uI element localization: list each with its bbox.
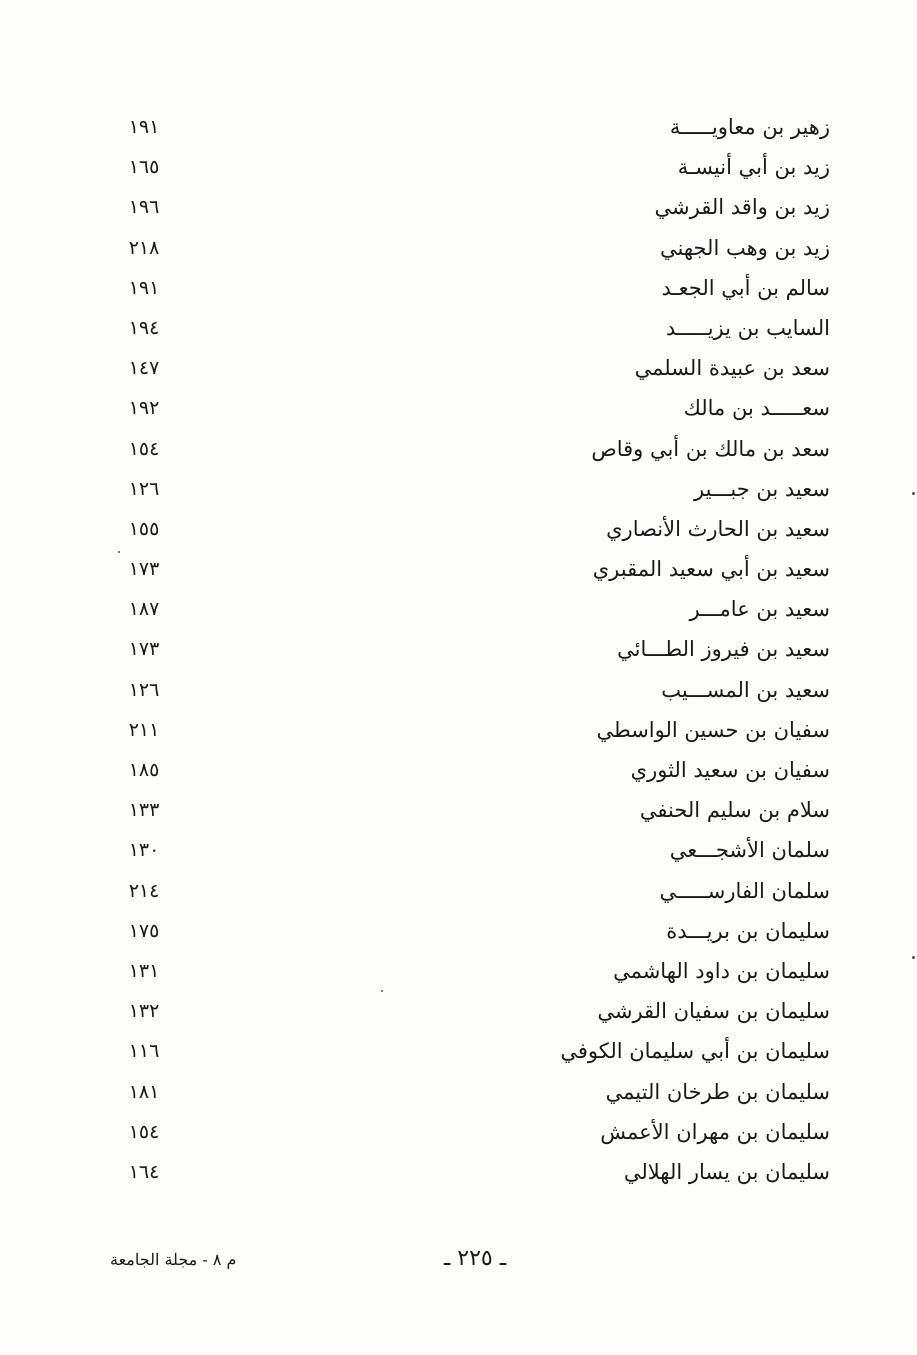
entry-page-number: ٢١٨ xyxy=(128,236,160,259)
index-entry-row xyxy=(100,1032,840,1072)
entry-page-number: ١٥٤ xyxy=(128,437,160,460)
entry-name: سعيد بن عامـــر xyxy=(689,597,830,622)
entry-name: سليمان بن بريـــدة xyxy=(666,918,830,943)
scan-speck xyxy=(912,956,915,959)
entry-name: سليمان بن أبي سليمان الكوفي xyxy=(560,1039,830,1064)
entry-page-number: ١٩١ xyxy=(128,276,160,299)
entry-name: سعيد بن فيروز الطـــائي xyxy=(617,637,830,662)
page-number: ـ ٢٢٥ ـ xyxy=(443,1246,507,1271)
index-entry-row xyxy=(100,188,840,228)
entry-name: سفيان بن سعيد الثوري xyxy=(630,758,830,782)
index-entry-row xyxy=(100,831,840,871)
entry-name: سليمان بن سفيان القرشي xyxy=(597,999,830,1024)
entry-name: زيد بن وهب الجهني xyxy=(659,235,830,260)
entry-page-number: ١٧٣ xyxy=(128,638,160,661)
scan-speck xyxy=(118,551,120,553)
index-entry-row xyxy=(100,1113,840,1153)
entry-page-number: ١٣٠ xyxy=(128,839,160,862)
entry-name: سليمان بن داود الهاشمي xyxy=(613,958,830,983)
entry-name: سعد بن مالك بن أبي وقاص xyxy=(591,436,830,461)
entry-name: سفيان بن حسين الواسطي xyxy=(596,717,830,742)
index-entry-row xyxy=(100,108,840,148)
entry-page-number: ١٨٥ xyxy=(128,759,160,781)
entry-name: سليمان بن يسار الهلالي xyxy=(623,1159,830,1184)
index-entry-row xyxy=(100,389,840,429)
index-entry-row xyxy=(100,430,840,470)
index-entry-row xyxy=(100,590,840,630)
entry-name: زيد بن أبي أنيسـة xyxy=(677,155,830,180)
entry-page-number: ١٣١ xyxy=(128,959,160,982)
entry-name: سلام بن سليم الحنفي xyxy=(639,798,830,823)
entry-page-number: ١٣٣ xyxy=(128,799,160,822)
entry-name: سعـــــد بن مالك xyxy=(683,396,830,421)
entry-page-number: ١٩٤ xyxy=(128,316,160,339)
entry-page-number: ١٩٢ xyxy=(128,397,160,420)
index-entry-row xyxy=(100,309,840,349)
index-entry-row xyxy=(100,148,840,188)
index-entry-row xyxy=(100,791,840,831)
entry-page-number: ١٧٥ xyxy=(128,919,160,942)
entry-page-number: ١٨١ xyxy=(128,1080,160,1103)
scan-speck xyxy=(912,492,915,495)
entry-page-number: ٢١٤ xyxy=(128,879,160,902)
index-entry-row xyxy=(100,952,840,992)
entry-name: سعيد بن المســـيب xyxy=(661,677,830,702)
entry-name: سالم بن أبي الجعـد xyxy=(661,275,830,300)
index-entry-row xyxy=(100,751,840,791)
entry-page-number: ١٥٥ xyxy=(128,517,160,540)
entry-name: السايب بن يزيـــــد xyxy=(665,315,830,340)
entry-name: سعد بن عبيدة السلمي xyxy=(634,356,830,381)
entry-page-number: ١٣٢ xyxy=(128,1000,160,1023)
entry-name: سعيد بن جبـــير xyxy=(694,476,830,501)
index-entry-row xyxy=(100,711,840,751)
index-entry-row xyxy=(100,1153,840,1193)
scan-speck xyxy=(381,990,383,992)
entry-page-number: ٢١١ xyxy=(128,718,160,741)
index-list xyxy=(100,108,840,1193)
entry-page-number: ١٩١ xyxy=(128,116,160,138)
entry-name: سعيد بن أبي سعيد المقبري xyxy=(592,557,830,582)
index-entry-row xyxy=(100,671,840,711)
footer-source-label: م ٨ - مجلة الجامعة xyxy=(110,1250,237,1269)
entry-page-number: ١٢٦ xyxy=(128,477,160,500)
index-entry-row xyxy=(100,510,840,550)
entry-page-number: ١٨٧ xyxy=(128,598,160,621)
entry-page-number: ١٥٤ xyxy=(128,1120,160,1143)
entry-name: سلمان الأشجـــعي xyxy=(669,838,830,863)
index-entry-row xyxy=(100,630,840,670)
index-entry-row xyxy=(100,470,840,510)
entry-page-number: ١٢٦ xyxy=(128,678,160,701)
entry-name: زهير بن معاويـــــة xyxy=(669,115,830,139)
entry-page-number: ١١٦ xyxy=(128,1040,160,1063)
entry-name: سلمان الفارســـــي xyxy=(659,878,830,903)
index-entry-row xyxy=(100,872,840,912)
entry-page-number: ١٧٣ xyxy=(128,558,160,581)
index-entry-row xyxy=(100,550,840,590)
entry-name: سليمان بن طرخان التيمي xyxy=(605,1079,830,1104)
entry-page-number: ١٤٧ xyxy=(128,357,160,380)
index-entry-row xyxy=(100,229,840,269)
entry-page-number: ١٩٦ xyxy=(128,196,160,219)
entry-page-number: ١٦٥ xyxy=(128,156,160,179)
index-entry-row xyxy=(100,269,840,309)
index-entry-row xyxy=(100,349,840,389)
index-entry-row xyxy=(100,992,840,1032)
index-entry-row xyxy=(100,912,840,952)
index-entry-row xyxy=(100,1073,840,1113)
entry-name: زيد بن واقد القرشي xyxy=(654,195,830,220)
entry-name: سليمان بن مهران الأعمش xyxy=(600,1119,830,1144)
entry-page-number: ١٦٤ xyxy=(128,1160,160,1183)
entry-name: سعيد بن الحارث الأنصاري xyxy=(606,516,830,541)
